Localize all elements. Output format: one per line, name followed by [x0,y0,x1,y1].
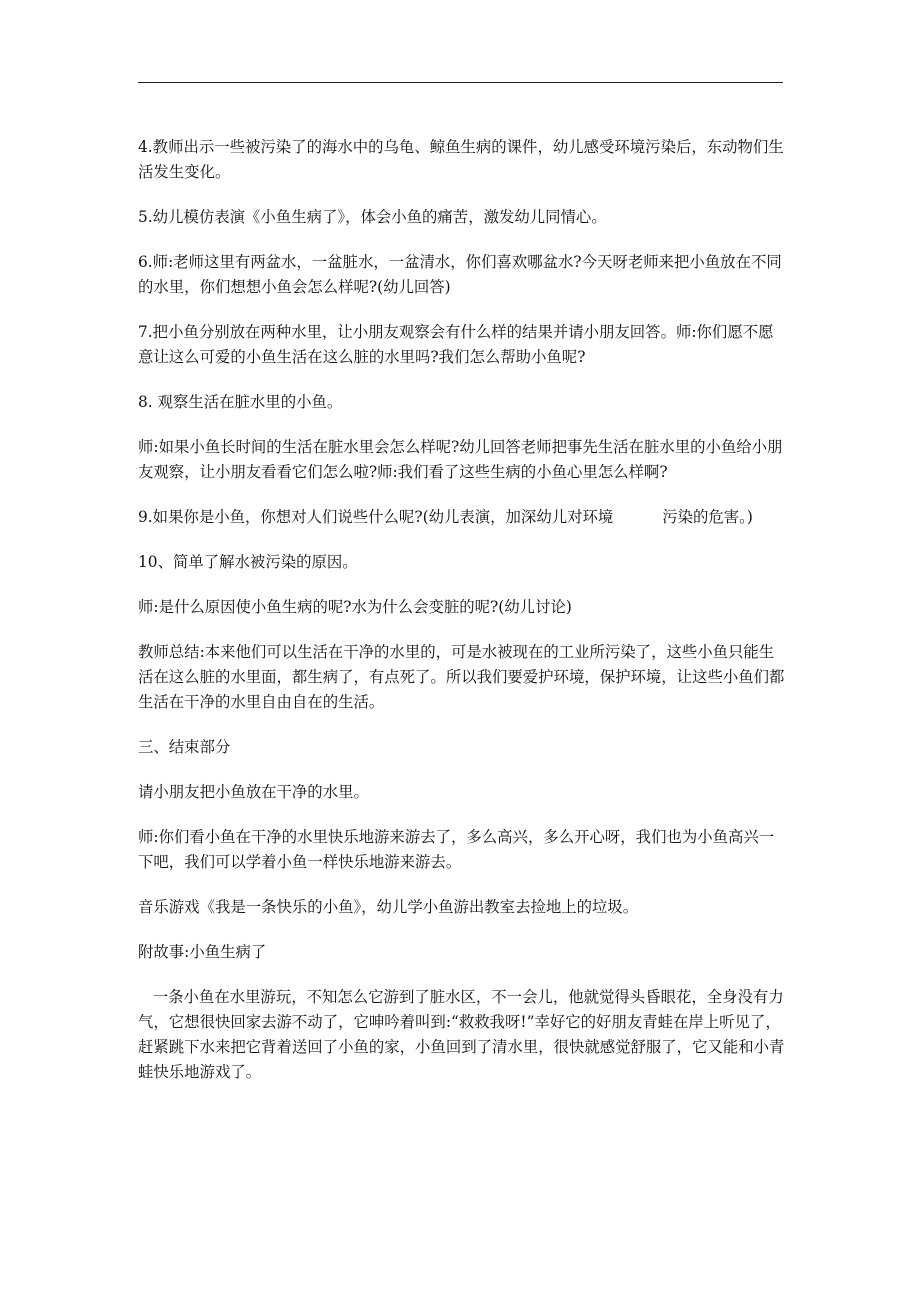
paragraph-music-game: 音乐游戏《我是一条快乐的小鱼》，幼儿学小鱼游出教室去捡地上的垃圾。 [138,898,639,916]
paragraph-teacher-discussion: 师:是什么原因使小鱼生病的呢?水为什么会变脏的呢?(幼儿讨论) [138,598,572,616]
header-rule [138,82,783,83]
paragraph-ending-instruction: 请小朋友把小鱼放在干净的水里。 [138,783,369,801]
paragraph-teacher-question: 师:如果小鱼长时间的生活在脏水里会怎么样呢?幼儿回答老师把事先生活在脏水里的小鱼给小朋友观察，让小朋友看看它们怎么啦?师:我们看了这些生病的小鱼心里怎么样啊? [138,438,783,481]
paragraph-step-9: 9.如果你是小鱼，你想对人们说些什么呢?(幼儿表演，加深幼儿对环境 污染的危害。) [138,508,753,526]
paragraph-teacher-ending: 师:你们看小鱼在干净的水里快乐地游来游去了，多么高兴，多么开心呀，我们也为小鱼高兴一下吧，我们可以学着小鱼一样快乐地游来游去。 [138,828,775,871]
paragraph-step-7: 7.把小鱼分别放在两种水里，让小朋友观察会有什么样的结果并请小朋友回答。师:你们愿不愿意让这么可爱的小鱼生活在这么脏的水里吗?我们怎么帮助小鱼呢? [138,323,774,366]
story-title: 附故事:小鱼生病了 [138,943,267,961]
document-body [138,135,786,1105]
paragraph-step-8: 8. 观察生活在脏水里的小鱼。 [138,393,343,411]
paragraph-teacher-summary: 教师总结:本来他们可以生活在干净的水里的，可是水被现在的工业所污染了，这些小鱼只能生活在这么脏的水里面，都生病了，有点死了。所以我们要爱护环境，保护环境，让这些小鱼们都生活在干净的水里自由自在的生活。 [138,643,785,711]
paragraph-step-5: 5.幼儿模仿表演《小鱼生病了》，体会小鱼的痛苦，激发幼儿同情心。 [138,208,607,226]
section-heading-ending: 三、结束部分 [138,738,231,756]
paragraph-step-6: 6.师:老师这里有两盆水，一盆脏水，一盆清水，你们喜欢哪盆水?今天呀老师来把小鱼放在不同的水里，你们想想小鱼会怎么样呢?(幼儿回答) [138,253,782,296]
paragraph-step-4: 4.教师出示一些被污染了的海水中的乌龟、鲸鱼生病的课件，幼儿感受环境污染后，东动物们生活发生变化。 [138,138,784,181]
story-body: 一条小鱼在水里游玩，不知怎么它游到了脏水区，不一会儿，他就觉得头昏眼花，全身没有力气，它想很快回家去游不动了，它呻吟着叫到:“救救我呀!”幸好它的好朋友青蛙在岸上听见了，赶紧跳下水来把它背着送回了小鱼的家，小鱼回到了清水里，很快就感觉舒服了，它又能和小青蛙快乐地游戏了。 [138,988,785,1081]
paragraph-step-10: 10、简单了解水被污染的原因。 [138,553,358,571]
